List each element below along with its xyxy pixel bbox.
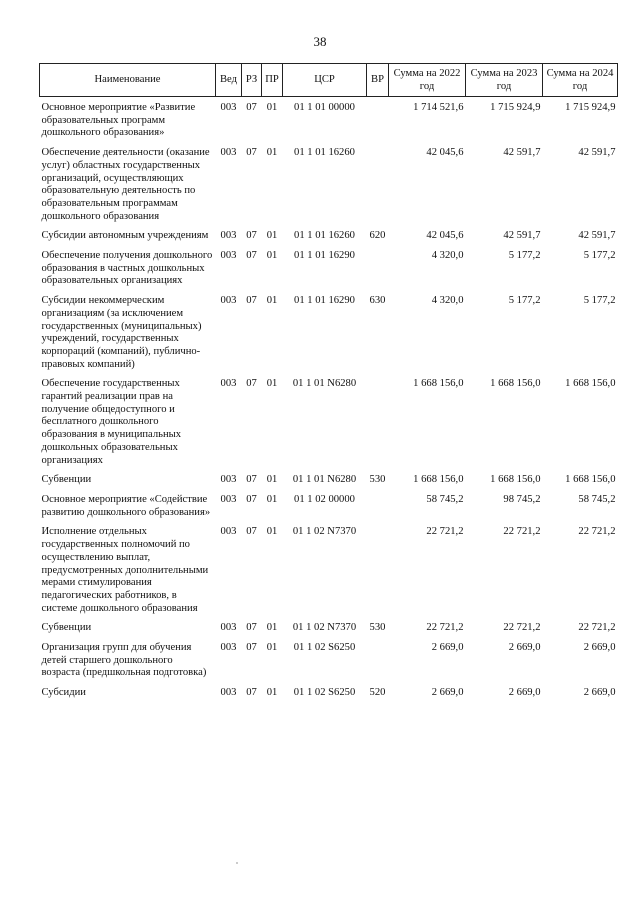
cell-sum-2023: 1 668 156,0	[490, 474, 541, 486]
cell-sum-2024: 2 669,0	[583, 687, 616, 699]
cell-vr	[367, 642, 389, 687]
cell-sum-2024: 1 668 156,0	[565, 474, 616, 486]
cell-vr: 530	[369, 474, 386, 486]
table-row	[40, 230, 618, 250]
cell-csr: 01 1 02 S6250	[293, 687, 356, 699]
cell-sum-2022: 22 721,2	[426, 526, 464, 538]
cell-ved: 003	[220, 642, 237, 654]
cell-sum-2024: 5 177,2	[583, 250, 616, 262]
cell-pr: 01	[266, 250, 278, 262]
cell-csr: 01 1 01 N6280	[292, 378, 357, 390]
header-vr: ВР	[367, 64, 389, 97]
cell-sum-2022: 4 320,0	[431, 250, 464, 262]
cell-rz: 07	[246, 642, 257, 654]
cell-csr: 01 1 02 00000	[294, 493, 355, 505]
cell-rz: 07	[246, 250, 257, 262]
cell-name: Субсидии	[41, 687, 86, 699]
cell-pr: 01	[266, 493, 278, 505]
table-row	[40, 526, 618, 622]
header-sum-2023: Сумма на 2023 год	[466, 64, 543, 97]
cell-sum-2024: 1 668 156,0	[565, 378, 616, 390]
cell-vr: 620	[369, 230, 386, 242]
table-row	[40, 494, 618, 526]
cell-name: Субсидии некоммерческим организациям (за исключением государственных (муниципальных) учреждений, государственных корпораций (компаний), публично-правовых компаний)	[41, 295, 202, 370]
cell-sum-2022: 4 320,0	[431, 295, 464, 307]
table-row	[40, 378, 618, 474]
cell-sum-2023: 22 721,2	[503, 526, 541, 538]
page-number: 38	[313, 34, 327, 49]
cell-sum-2022: 58 745,2	[426, 493, 464, 505]
cell-rz: 07	[246, 230, 257, 242]
cell-sum-2023: 1 668 156,0	[490, 378, 541, 390]
cell-ved: 003	[220, 687, 237, 699]
cell-vr	[367, 147, 389, 230]
cell-vr: 530	[369, 622, 386, 634]
cell-name: Обеспечение получения дошкольного образования в частных дошкольных образовательных организациях	[41, 250, 213, 287]
cell-ved: 003	[220, 378, 237, 390]
scan-speck	[236, 862, 238, 864]
cell-rz: 07	[246, 526, 257, 538]
cell-ved: 003	[220, 147, 237, 159]
cell-name: Обеспечение государственных гарантий реализации прав на получение общедоступного и бесплатного дошкольного образования в муниципальных дошкольных образовательных организациях	[41, 378, 182, 466]
cell-ved: 003	[220, 474, 237, 486]
cell-sum-2022: 1 714 521,6	[413, 102, 464, 113]
header-rz: РЗ	[242, 64, 262, 97]
cell-sum-2024: 5 177,2	[583, 295, 616, 307]
cell-name: Организация групп для обучения детей старшего дошкольного возраста (предшкольная подготовка)	[41, 642, 207, 679]
cell-sum-2023: 98 745,2	[503, 493, 541, 505]
cell-name: Субсидии автономным учреждениям	[41, 230, 209, 242]
cell-sum-2022: 42 045,6	[426, 230, 464, 242]
cell-vr	[367, 526, 389, 622]
cell-pr: 01	[266, 147, 278, 159]
cell-sum-2022: 22 721,2	[426, 622, 464, 634]
cell-sum-2022: 2 669,0	[431, 687, 464, 699]
cell-pr: 01	[266, 474, 278, 486]
cell-pr: 01	[266, 295, 278, 307]
cell-pr: 01	[266, 230, 278, 242]
cell-ved: 003	[220, 230, 237, 242]
cell-vr: 520	[369, 687, 386, 699]
header-pr: ПР	[262, 64, 283, 97]
cell-pr: 01	[266, 378, 278, 390]
table-row	[40, 147, 618, 230]
header-sum-2024: Сумма на 2024 год	[543, 64, 618, 97]
cell-csr: 01 1 02 S6250	[293, 642, 356, 654]
cell-ved: 003	[220, 102, 237, 113]
table-row	[40, 97, 618, 148]
cell-sum-2024: 42 591,7	[578, 147, 616, 159]
cell-pr: 01	[266, 642, 278, 654]
cell-sum-2023: 5 177,2	[508, 250, 541, 262]
cell-sum-2024: 42 591,7	[578, 230, 616, 242]
cell-sum-2023: 22 721,2	[503, 622, 541, 634]
cell-name: Основное мероприятие «Содействие развитию дошкольного образования»	[41, 493, 211, 518]
cell-csr: 01 1 01 00000	[294, 102, 355, 113]
cell-rz: 07	[246, 102, 257, 113]
table-row	[40, 474, 618, 494]
cell-name: Субвенции	[41, 622, 92, 634]
cell-ved: 003	[220, 295, 237, 307]
cell-pr: 01	[266, 622, 278, 634]
cell-ved: 003	[220, 493, 237, 505]
table-row	[40, 250, 618, 295]
cell-sum-2024: 58 745,2	[578, 493, 616, 505]
cell-pr: 01	[266, 102, 278, 113]
cell-ved: 003	[220, 622, 237, 634]
cell-sum-2022: 2 669,0	[431, 642, 464, 654]
cell-rz: 07	[246, 687, 257, 699]
cell-rz: 07	[246, 147, 257, 159]
cell-csr: 01 1 02 N7370	[292, 622, 357, 634]
header-sum-2022: Сумма на 2022 год	[389, 64, 466, 97]
table-header-row	[40, 64, 618, 97]
cell-name: Обеспечение деятельности (оказание услуг) областных государственных организаций, осуществляющих образовательную деятельность по образовательным программам дошкольного образования	[41, 147, 210, 222]
table-row	[40, 687, 618, 707]
cell-csr: 01 1 01 16260	[294, 230, 355, 242]
cell-sum-2023: 42 591,7	[503, 230, 541, 242]
cell-sum-2023: 2 669,0	[508, 687, 541, 699]
cell-sum-2022: 1 668 156,0	[413, 474, 464, 486]
cell-sum-2023: 5 177,2	[508, 295, 541, 307]
cell-name: Исполнение отдельных государственных полномочий по осуществлению выплат, предусмотренных дополнительными мерами стимулирования педагогических работников, в системе дошкольного образования	[41, 526, 209, 614]
cell-csr: 01 1 01 16290	[294, 295, 355, 307]
cell-vr	[367, 378, 389, 474]
cell-csr: 01 1 01 16290	[294, 250, 355, 262]
cell-rz: 07	[246, 474, 257, 486]
cell-sum-2023: 42 591,7	[503, 147, 541, 159]
cell-vr	[367, 250, 389, 295]
cell-vr: 630	[369, 295, 386, 307]
cell-name: Субвенции	[41, 474, 92, 486]
cell-sum-2024: 22 721,2	[578, 526, 616, 538]
cell-csr: 01 1 01 N6280	[292, 474, 357, 486]
cell-ved: 003	[220, 526, 237, 538]
cell-name: Основное мероприятие «Развитие образовательных программ дошкольного образования»	[41, 102, 196, 139]
table-row	[40, 622, 618, 642]
cell-sum-2023: 2 669,0	[508, 642, 541, 654]
cell-ved: 003	[220, 250, 237, 262]
budget-table	[39, 63, 618, 707]
cell-rz: 07	[246, 295, 257, 307]
cell-sum-2022: 42 045,6	[426, 147, 464, 159]
table-row	[40, 642, 618, 687]
cell-vr	[367, 494, 389, 526]
header-csr: ЦСР	[283, 64, 367, 97]
header-name: Наименование	[40, 64, 216, 97]
cell-pr: 01	[266, 526, 278, 538]
cell-pr: 01	[266, 687, 278, 699]
table-row	[40, 295, 618, 378]
header-ved: Вед	[216, 64, 242, 97]
cell-vr	[367, 97, 389, 148]
cell-rz: 07	[246, 493, 257, 505]
cell-sum-2023: 1 715 924,9	[490, 102, 541, 113]
cell-rz: 07	[246, 378, 257, 390]
cell-csr: 01 1 01 16260	[294, 147, 355, 159]
cell-sum-2024: 2 669,0	[583, 642, 616, 654]
cell-csr: 01 1 02 N7370	[292, 526, 357, 538]
cell-sum-2024: 22 721,2	[578, 622, 616, 634]
cell-rz: 07	[246, 622, 257, 634]
cell-sum-2024: 1 715 924,9	[565, 102, 616, 113]
cell-sum-2022: 1 668 156,0	[413, 378, 464, 390]
